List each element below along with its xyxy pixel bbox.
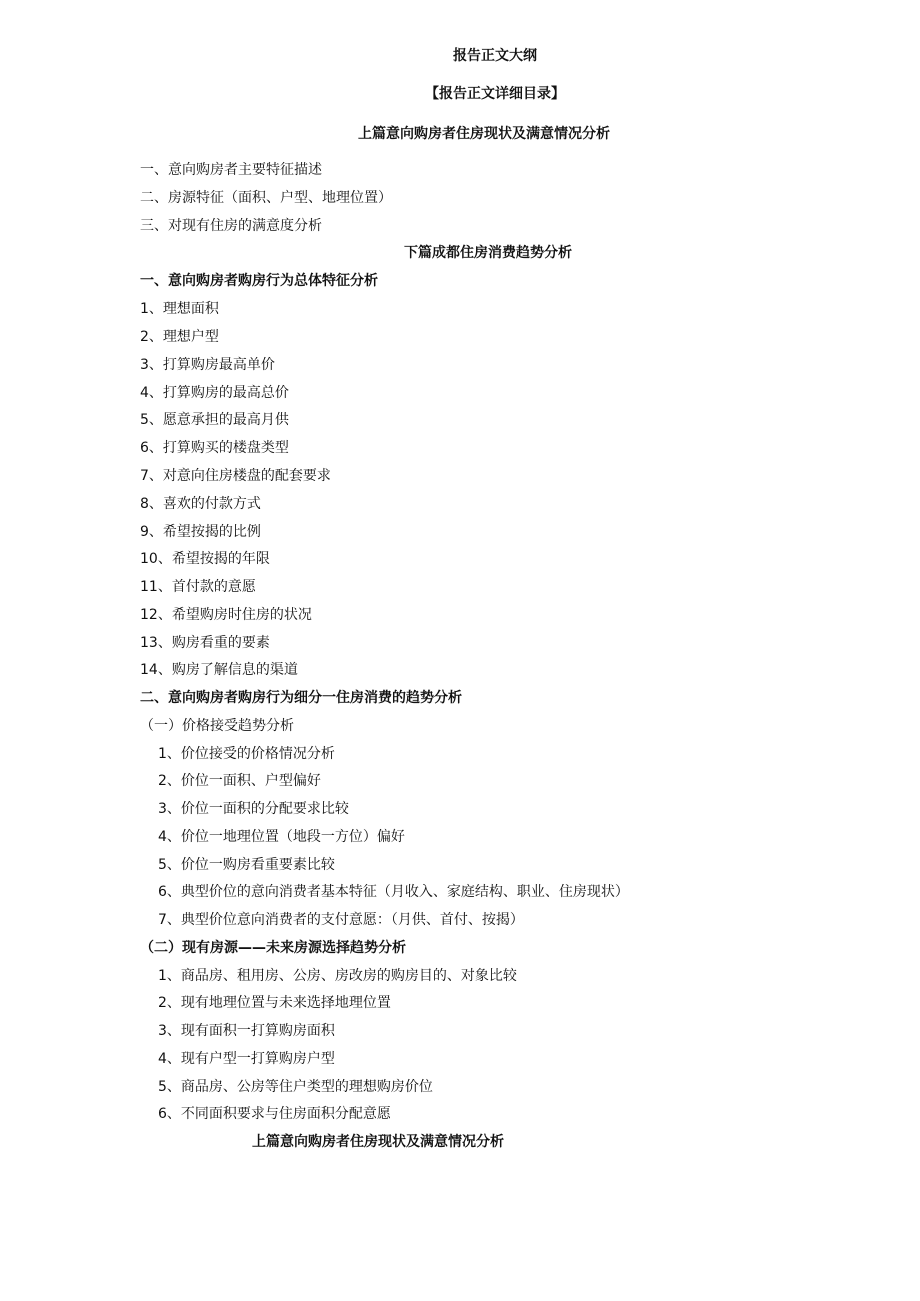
list-item: 三、对现有住房的满意度分析 [140, 218, 322, 234]
list-item: 5、愿意承担的最高月供 [140, 412, 289, 428]
list-item: 3、打算购房最高单价 [140, 357, 275, 373]
list-item: 1、商品房、租用房、公房、房改房的购房目的、对象比较 [158, 968, 517, 984]
list-item: 6、打算购买的楼盘类型 [140, 440, 289, 456]
list-item: 2、现有地理位置与未来选择地理位置 [158, 995, 391, 1011]
list-item: 5、商品房、公房等住户类型的理想购房价位 [158, 1079, 433, 1095]
list-item: 3、价位一面积的分配要求比较 [158, 801, 349, 817]
list-item: 13、购房看重的要素 [140, 635, 270, 651]
list-item: 一、意向购房者主要特征描述 [140, 162, 322, 178]
list-item: 2、价位一面积、户型偏好 [158, 773, 321, 789]
list-item: 4、打算购房的最高总价 [140, 385, 289, 401]
list-item: 7、对意向住房楼盘的配套要求 [140, 468, 331, 484]
list-item: 14、购房了解信息的渠道 [140, 662, 298, 678]
list-item: 11、首付款的意愿 [140, 579, 256, 595]
report-title: 报告正文大纲 [453, 48, 537, 64]
part2-heading: 下篇成都住房消费趋势分析 [404, 245, 572, 261]
report-subtitle: 【报告正文详细目录】 [425, 86, 565, 102]
list-item: 9、希望按揭的比例 [140, 524, 261, 540]
list-item: 7、典型价位意向消费者的支付意愿：（月供、首付、按揭） [158, 912, 524, 928]
section1-heading: 一、意向购房者购房行为总体特征分析 [140, 273, 378, 289]
list-item: 6、不同面积要求与住房面积分配意愿 [158, 1106, 391, 1122]
footer-heading: 上篇意向购房者住房现状及满意情况分析 [252, 1134, 504, 1150]
subsection1-heading: （一）价格接受趋势分析 [140, 718, 294, 734]
part1-heading: 上篇意向购房者住房现状及满意情况分析 [358, 126, 610, 142]
list-item: 1、价位接受的价格情况分析 [158, 746, 335, 762]
list-item: 5、价位一购房看重要素比较 [158, 857, 335, 873]
list-item: 2、理想户型 [140, 329, 219, 345]
list-item: 3、现有面积一打算购房面积 [158, 1023, 335, 1039]
list-item: 4、价位一地理位置（地段一方位）偏好 [158, 829, 405, 845]
section2-heading: 二、意向购房者购房行为细分一住房消费的趋势分析 [140, 690, 462, 706]
list-item: 6、典型价位的意向消费者基本特征（月收入、家庭结构、职业、住房现状） [158, 884, 629, 900]
list-item: 12、希望购房时住房的状况 [140, 607, 312, 623]
list-item: 8、喜欢的付款方式 [140, 496, 261, 512]
list-item: 1、理想面积 [140, 301, 219, 317]
subsection2-heading: （二）现有房源——未来房源选择趋势分析 [140, 940, 406, 956]
list-item: 二、房源特征（面积、户型、地理位置） [140, 190, 392, 206]
list-item: 10、希望按揭的年限 [140, 551, 270, 567]
list-item: 4、现有户型一打算购房户型 [158, 1051, 335, 1067]
